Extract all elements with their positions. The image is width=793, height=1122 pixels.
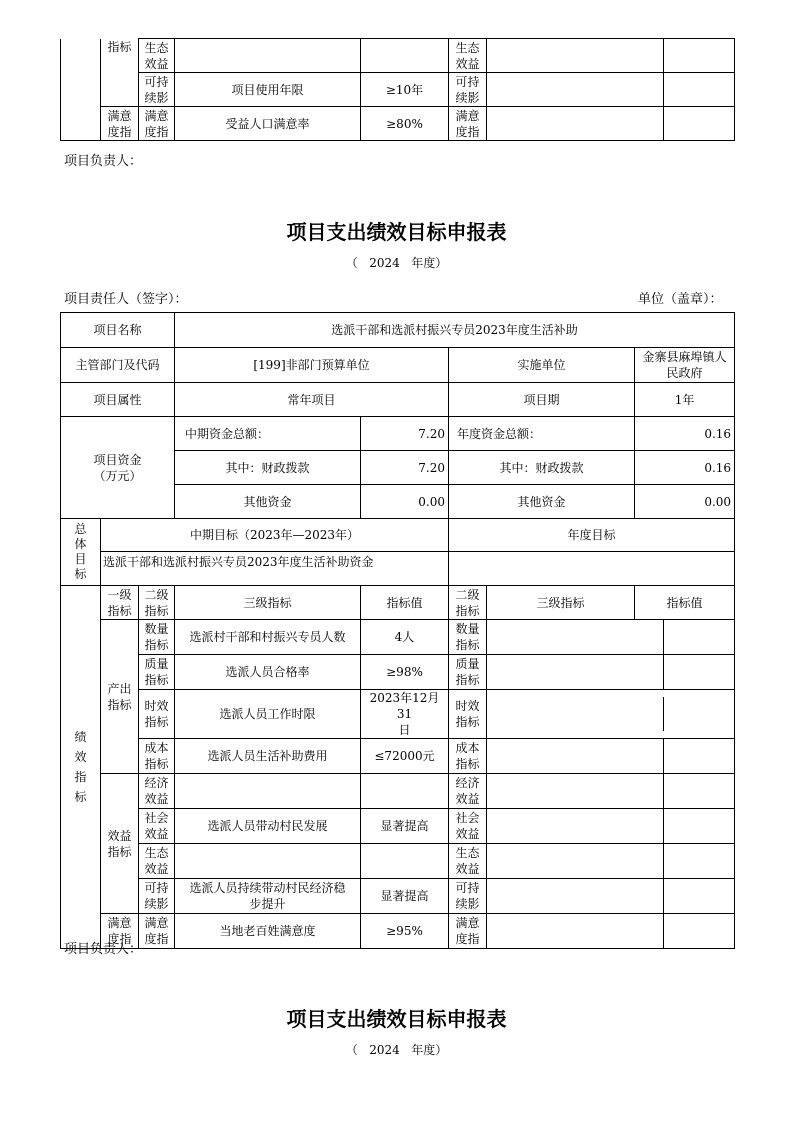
l3-cell: 选派村干部和村振兴专员人数 xyxy=(175,620,361,655)
l3-cell: 选派人员持续带动村民经济稳 步提升 xyxy=(175,879,361,914)
label-perf-indicators: 绩 效 指 标 xyxy=(61,586,101,949)
l2-cell: 质量 指标 xyxy=(139,655,175,690)
l3-cell xyxy=(175,39,361,73)
val-cell-right xyxy=(664,39,735,73)
l2-cell: 可持 续影 xyxy=(139,73,175,107)
l2-cell-right: 可持 续影 xyxy=(449,73,487,107)
project-leader: 项目负责人： xyxy=(64,942,143,957)
label-output: 产出 指标 xyxy=(101,620,139,774)
l2-cell-right: 经济 效益 xyxy=(449,774,487,809)
perf-col-cont xyxy=(61,39,101,141)
l3-cell: 选派人员合格率 xyxy=(175,655,361,690)
value-year-fiscal: 0.16 xyxy=(635,451,735,485)
l3-cell-right xyxy=(487,739,735,774)
label-period: 项目期 xyxy=(449,383,635,417)
l2-cell: 社会 效益 xyxy=(139,809,175,844)
header-val: 指标值 xyxy=(361,586,449,620)
label-overall-goal: 总 体 目 标 xyxy=(61,519,101,586)
val-cell: 4人 xyxy=(361,620,449,655)
value-attr: 常年项目 xyxy=(175,383,449,417)
value-mid-fiscal: 7.20 xyxy=(361,451,449,485)
l2-cell-right: 可持 续影 xyxy=(449,879,487,914)
header-l2-right: 二级 指标 xyxy=(449,586,487,620)
label-impl: 实施单位 xyxy=(449,348,635,383)
l2-cell-right: 时效 指标 xyxy=(449,690,487,739)
label-attr: 项目属性 xyxy=(61,383,175,417)
header-l3: 三级指标 xyxy=(175,586,361,620)
l2-cell-right: 社会 效益 xyxy=(449,809,487,844)
val-cell: ≥95% xyxy=(361,914,449,949)
value-impl: 金寨县麻埠镇人 民政府 xyxy=(635,348,735,383)
l3-cell xyxy=(175,844,361,879)
l3-cell xyxy=(175,774,361,809)
l3-cell-right xyxy=(487,844,735,879)
label-mid-goal: 中期目标（2023年—2023年） xyxy=(101,519,449,552)
value-year-total: 0.16 xyxy=(635,417,735,451)
satisfaction-label: 满意 度指 xyxy=(101,107,139,141)
project-responsible: 项目责任人（签字）： xyxy=(64,292,188,307)
l3-cell-right xyxy=(487,690,735,739)
header-l1: 一级 指标 xyxy=(101,586,139,620)
value-mid-goal: 选派干部和选派村振兴专员2023年度生活补助资金 xyxy=(101,552,449,586)
l2-cell-right: 成本 指标 xyxy=(449,739,487,774)
label-project-name: 项目名称 xyxy=(61,313,175,348)
l2-cell-right: 生态 效益 xyxy=(449,39,487,73)
l3-cell: 选派人员带动村民发展 xyxy=(175,809,361,844)
l3-cell-right xyxy=(487,73,664,107)
l2-cell: 可持 续影 xyxy=(139,879,175,914)
l3-cell: 选派人员生活补助费用 xyxy=(175,739,361,774)
next-form-title: 项目支出绩效目标申报表 xyxy=(286,1007,507,1031)
val-cell-right xyxy=(664,73,735,107)
value-mid-other: 0.00 xyxy=(361,485,449,519)
form-title: 项目支出绩效目标申报表 xyxy=(286,220,507,244)
val-cell: ≤72000元 xyxy=(361,739,449,774)
header-val-right: 指标值 xyxy=(635,586,735,620)
project-leader-top: 项目负责人： xyxy=(64,154,143,169)
val-cell: 显著提高 xyxy=(361,809,449,844)
l2-cell: 满意 度指 xyxy=(139,914,175,949)
val-cell: 显著提高 xyxy=(361,879,449,914)
l3-cell: 受益人口满意率 xyxy=(175,107,361,141)
l3-cell-right xyxy=(487,39,664,73)
header-l3-right: 三级指标 xyxy=(487,586,635,620)
label-mid-other: 其他资金 xyxy=(175,485,361,519)
label-year-goal: 年度目标 xyxy=(449,519,735,552)
value-period: 1年 xyxy=(635,383,735,417)
l3-cell: 项目使用年限 xyxy=(175,73,361,107)
l2-cell: 经济 效益 xyxy=(139,774,175,809)
main-form-table xyxy=(60,312,735,949)
label-fund: 项目资金 （万元） xyxy=(61,417,175,519)
val-cell: ≥10年 xyxy=(361,73,449,107)
l3-cell: 选派人员工作时限 xyxy=(175,690,361,739)
l3-cell-right xyxy=(487,879,735,914)
label-satisfaction: 满意 度指 xyxy=(101,914,139,949)
val-cell-right xyxy=(664,107,735,141)
l2-cell: 满意 度指 xyxy=(139,107,175,141)
label-year-fiscal: 其中：财政拨款 xyxy=(449,451,635,485)
l2-cell-right: 质量 指标 xyxy=(449,655,487,690)
l3-cell-right xyxy=(487,774,735,809)
l3-cell-right xyxy=(487,620,735,655)
label-year-total: 年度资金总额： xyxy=(449,417,635,451)
l3-cell-right xyxy=(487,655,735,690)
l3-cell: 当地老百姓满意度 xyxy=(175,914,361,949)
l3-cell-right xyxy=(487,107,664,141)
l2-cell-right: 数量 指标 xyxy=(449,620,487,655)
l2-cell-right: 生态 效益 xyxy=(449,844,487,879)
val-cell xyxy=(361,844,449,879)
l3-cell-right xyxy=(487,809,735,844)
unit-seal: 单位（盖章）： xyxy=(638,292,723,307)
l2-cell: 时效 指标 xyxy=(139,690,175,739)
l2-cell: 生态 效益 xyxy=(139,844,175,879)
value-year-other: 0.00 xyxy=(635,485,735,519)
val-cell xyxy=(361,774,449,809)
l2-cell-right: 满意 度指 xyxy=(449,107,487,141)
next-form-year: （ 2024 年度） xyxy=(345,1043,448,1057)
label-year-other: 其他资金 xyxy=(449,485,635,519)
val-cell xyxy=(361,39,449,73)
l3-cell-right xyxy=(487,914,735,949)
top-partial-table xyxy=(60,38,735,141)
benefit-label: 指标 xyxy=(101,39,139,107)
val-cell: ≥98% xyxy=(361,655,449,690)
form-year: （ 2024 年度） xyxy=(345,256,448,270)
value-mid-total: 7.20 xyxy=(361,417,449,451)
label-mid-fiscal: 其中：财政拨款 xyxy=(175,451,361,485)
header-l2: 二级 指标 xyxy=(139,586,175,620)
l2-cell: 生态 效益 xyxy=(139,39,175,73)
val-cell: ≥80% xyxy=(361,107,449,141)
label-dept: 主管部门及代码 xyxy=(61,348,175,383)
l2-cell: 数量 指标 xyxy=(139,620,175,655)
value-dept: [199]非部门预算单位 xyxy=(175,348,449,383)
val-cell: 2023年12月31 日 xyxy=(361,690,449,739)
value-project-name: 选派干部和选派村振兴专员2023年度生活补助 xyxy=(175,313,735,348)
l2-cell-right: 满意 度指 xyxy=(449,914,487,949)
value-year-goal xyxy=(449,552,735,586)
l2-cell: 成本 指标 xyxy=(139,739,175,774)
label-mid-total: 中期资金总额： xyxy=(175,417,361,451)
label-benefit: 效益 指标 xyxy=(101,774,139,914)
